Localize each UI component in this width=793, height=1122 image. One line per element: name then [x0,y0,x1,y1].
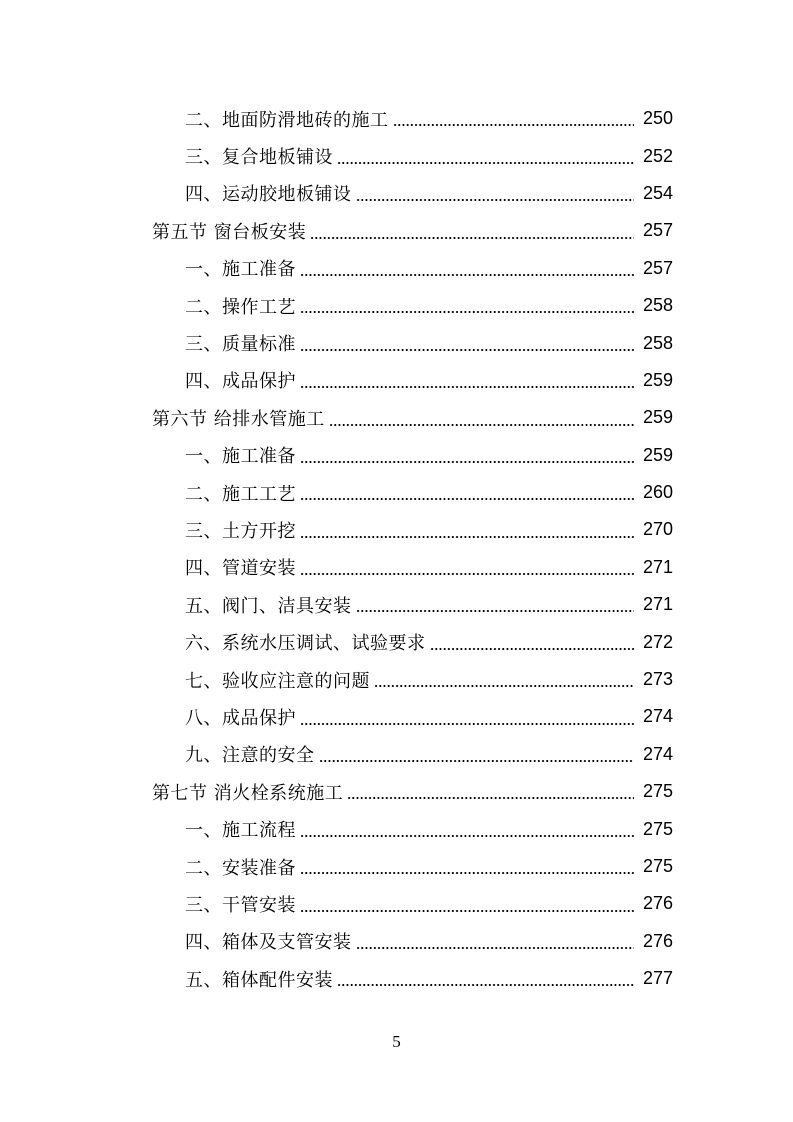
toc-section-entry[interactable] [0,212,793,249]
toc-dot-leader [300,723,634,725]
toc-entry-title: 六、系统水压调试、试验要求 [185,633,426,655]
toc-dot-leader [337,162,634,164]
toc-dot-leader [300,349,634,351]
toc-entry-page: 259 [642,369,673,390]
toc-dot-leader [319,760,635,762]
toc-section-title: 第五节 窗台板安装 [152,221,307,243]
toc-entry-page: 259 [642,407,673,428]
toc-entry-title: 四、箱体及支管安装 [185,932,352,954]
toc-dot-leader [300,311,634,313]
toc-entry-page: 273 [642,669,673,690]
toc-dot-leader [329,424,634,426]
toc-entry[interactable] [0,810,793,847]
toc-entry[interactable] [0,250,793,287]
toc-entry[interactable] [0,960,793,997]
toc-entry-title: 二、操作工艺 [185,296,296,318]
toc-dot-leader [374,685,634,687]
toc-entry-title: 三、土方开挖 [185,520,296,542]
toc-dot-leader [347,797,634,799]
toc-dot-leader [300,274,634,276]
toc-entry-title: 二、地面防滑地砖的施工 [185,109,389,131]
toc-entry-title: 四、成品保护 [185,371,296,393]
toc-entry-page: 272 [642,631,673,652]
toc-dot-leader [356,947,635,949]
toc-entry[interactable] [0,736,793,773]
toc-dot-leader [300,386,634,388]
toc-entry[interactable] [0,549,793,586]
toc-entry-page: 276 [642,893,673,914]
toc-entry-title: 二、安装准备 [185,857,296,879]
toc-entry-page: 257 [642,220,673,241]
toc-entry-page: 275 [642,818,673,839]
toc-entry-page: 274 [642,706,673,727]
toc-dot-leader [393,124,635,126]
toc-entry[interactable] [0,437,793,474]
toc-entry-page: 271 [642,556,673,577]
toc-entry[interactable] [0,137,793,174]
toc-dot-leader [300,536,634,538]
toc-entry-title: 二、施工工艺 [185,483,296,505]
toc-entry[interactable] [0,586,793,623]
toc-entry-title: 三、复合地板铺设 [185,147,333,169]
toc-entry[interactable] [0,287,793,324]
toc-dot-leader [300,835,634,837]
toc-entry-title: 四、管道安装 [185,558,296,580]
toc-entry-page: 250 [642,108,673,129]
toc-section-entry[interactable] [0,399,793,436]
toc-entry-title: 一、施工流程 [185,820,296,842]
toc-entry-page: 270 [642,519,673,540]
toc-entry-page: 275 [642,856,673,876]
page-number: 5 [392,1032,401,1051]
toc-entry-page: 257 [642,257,673,278]
toc-entry-page: 259 [642,444,673,465]
toc-entry[interactable] [0,661,793,698]
toc-entry[interactable] [0,362,793,399]
toc-entry[interactable] [0,100,793,137]
toc-entry[interactable] [0,885,793,922]
toc-entry-page: 274 [642,743,673,764]
toc-dot-leader [300,573,634,575]
toc-entry-title: 三、质量标准 [185,334,296,356]
toc-entry-title: 三、干管安装 [185,894,296,916]
toc-entry-page: 277 [642,968,673,989]
toc-dot-leader [300,872,634,874]
toc-entry[interactable] [0,511,793,548]
table-of-contents [0,100,793,997]
toc-dot-leader [310,237,634,239]
toc-entry-page: 252 [642,145,673,166]
toc-dot-leader [300,498,634,500]
toc-dot-leader [300,461,634,463]
toc-section-title: 第六节 给排水管施工 [152,408,325,430]
toc-section-entry[interactable] [0,773,793,810]
toc-entry[interactable] [0,474,793,511]
toc-entry[interactable] [0,324,793,361]
toc-entry-title: 一、施工准备 [185,259,296,281]
toc-entry-page: 271 [642,594,673,615]
toc-dot-leader [300,910,634,912]
toc-entry-title: 七、验收应注意的问题 [185,670,370,692]
toc-entry-title: 四、运动胶地板铺设 [185,184,352,206]
toc-dot-leader [337,984,634,986]
toc-section-title: 第七节 消火栓系统施工 [152,782,344,804]
toc-entry-page: 258 [642,295,673,316]
toc-entry-page: 275 [642,781,673,802]
toc-dot-leader [430,648,635,650]
toc-entry-page: 260 [642,482,673,503]
toc-dot-leader [356,199,635,201]
toc-entry[interactable] [0,623,793,660]
toc-entry[interactable] [0,698,793,735]
toc-entry[interactable] [0,848,793,885]
toc-entry-page: 276 [642,930,673,951]
toc-entry-page: 258 [642,332,673,353]
toc-entry-title: 五、阀门、洁具安装 [185,595,352,617]
toc-dot-leader [356,610,635,612]
toc-entry-title: 一、施工准备 [185,446,296,468]
toc-entry[interactable] [0,923,793,960]
toc-entry[interactable] [0,175,793,212]
toc-entry-page: 254 [642,182,673,203]
toc-entry-title: 八、成品保护 [185,707,296,729]
toc-entry-title: 五、箱体配件安装 [185,969,333,991]
toc-entry-title: 九、注意的安全 [185,745,315,767]
